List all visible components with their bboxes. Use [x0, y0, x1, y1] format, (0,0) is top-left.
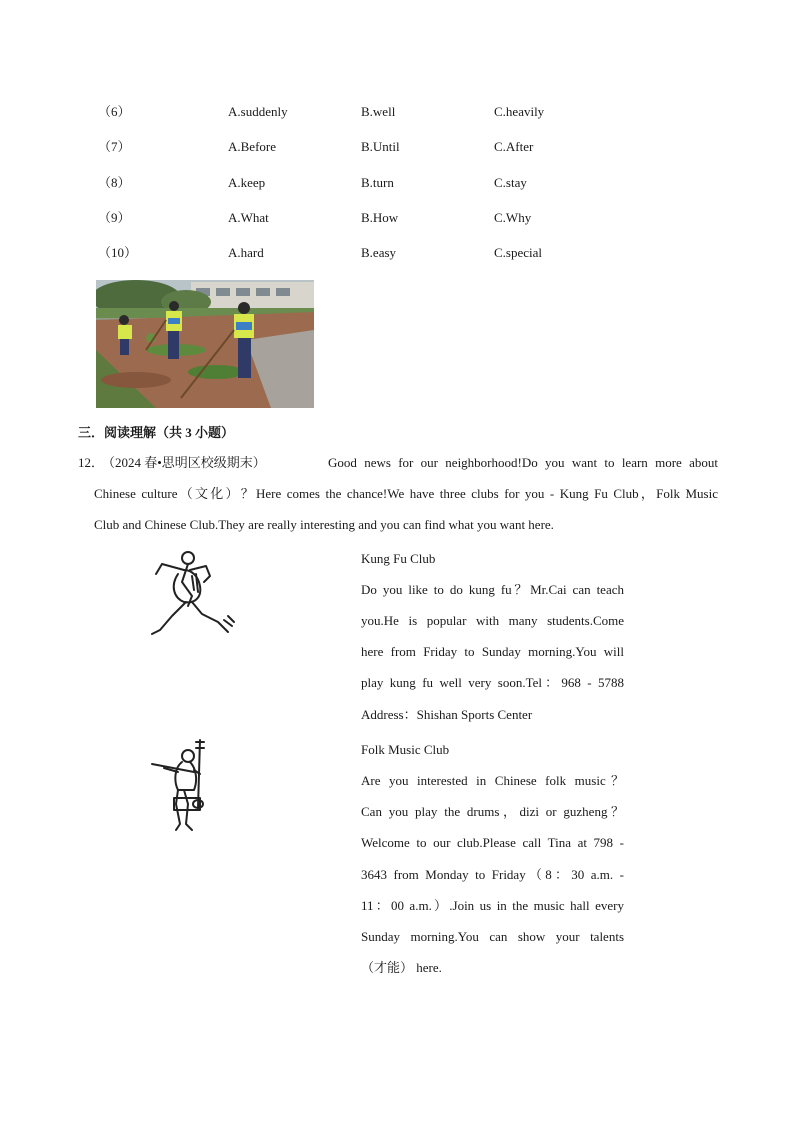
option-a: A.hard	[228, 245, 264, 260]
section-title: 三．阅读理解（共 3 小题）	[78, 425, 235, 440]
option-c: C.special	[494, 245, 543, 260]
folk-music-club-title: Folk Music Club	[361, 742, 450, 757]
option-b: B.How	[361, 210, 399, 225]
folk-music-club-line: Sunday morning.You can show your talents	[361, 929, 624, 944]
question-source: （2024 春•思明区校级期末）	[102, 455, 266, 470]
kung-fu-club-line: Address：Shishan Sports Center	[361, 707, 533, 722]
option-row-10	[0, 243, 794, 263]
kung-fu-figure-illustration	[148, 546, 240, 647]
option-c: C.heavily	[494, 104, 545, 119]
option-row-6	[0, 102, 794, 122]
kung-fu-club-line: play kung fu well very soon.Tel：968 - 5788	[361, 675, 624, 690]
kung-fu-club-title: Kung Fu Club	[361, 551, 436, 566]
option-row-7	[0, 137, 794, 157]
folk-music-club-line: 11：00 a.m.）.Join us in the music hall every	[361, 898, 624, 913]
passage-line: Good news for our neighborhood!Do you want to learn more about	[328, 455, 718, 470]
option-b: B.well	[361, 104, 396, 119]
option-c: C.After	[494, 139, 534, 154]
kung-fu-club-line: Do you like to do kung fu？Mr.Cai can teach	[361, 582, 624, 597]
kung-fu-club-line: here from Friday to Sunday morning.You will	[361, 644, 624, 659]
option-row-9	[0, 208, 794, 228]
option-b: B.easy	[361, 245, 397, 260]
question-number: （6）	[98, 104, 131, 119]
option-a: A.suddenly	[228, 104, 288, 119]
folk-music-club-line: （才能） here.	[361, 960, 442, 975]
question-number: （9）	[98, 210, 131, 225]
option-c: C.stay	[494, 175, 527, 190]
folk-music-club-line: 3643 from Monday to Friday（8：30 a.m. -	[361, 867, 624, 882]
question-number: 12．	[78, 455, 105, 470]
option-a: A.Before	[228, 139, 277, 154]
option-row-8	[0, 173, 794, 193]
option-b: B.turn	[361, 175, 394, 190]
passage-line: Club and Chinese Club.They are really interesting and you can find what you want here.	[94, 517, 554, 532]
question-number: （7）	[98, 139, 131, 154]
option-a: A.keep	[228, 175, 266, 190]
question-number: （8）	[98, 175, 131, 190]
option-c: C.Why	[494, 210, 532, 225]
erhu-player-illustration	[150, 738, 216, 839]
question-number: （10）	[98, 245, 138, 260]
kung-fu-club-line: you.He is popular with many students.Come	[361, 613, 624, 628]
folk-music-club-line: Welcome to our club.Please call Tina at 798 -	[361, 835, 624, 850]
folk-music-club-line: Are you interested in Chinese folk music？	[361, 773, 624, 788]
option-b: B.Until	[361, 139, 400, 154]
option-a: A.What	[228, 210, 269, 225]
folk-music-club-line: Can you play the drums，dizi or guzheng？	[361, 804, 624, 819]
passage-line: Chinese culture（文化）？Here comes the chance!We have three clubs for you - Kung Fu Club，Folk Music	[94, 486, 718, 501]
students-gardening-photo	[96, 280, 314, 408]
